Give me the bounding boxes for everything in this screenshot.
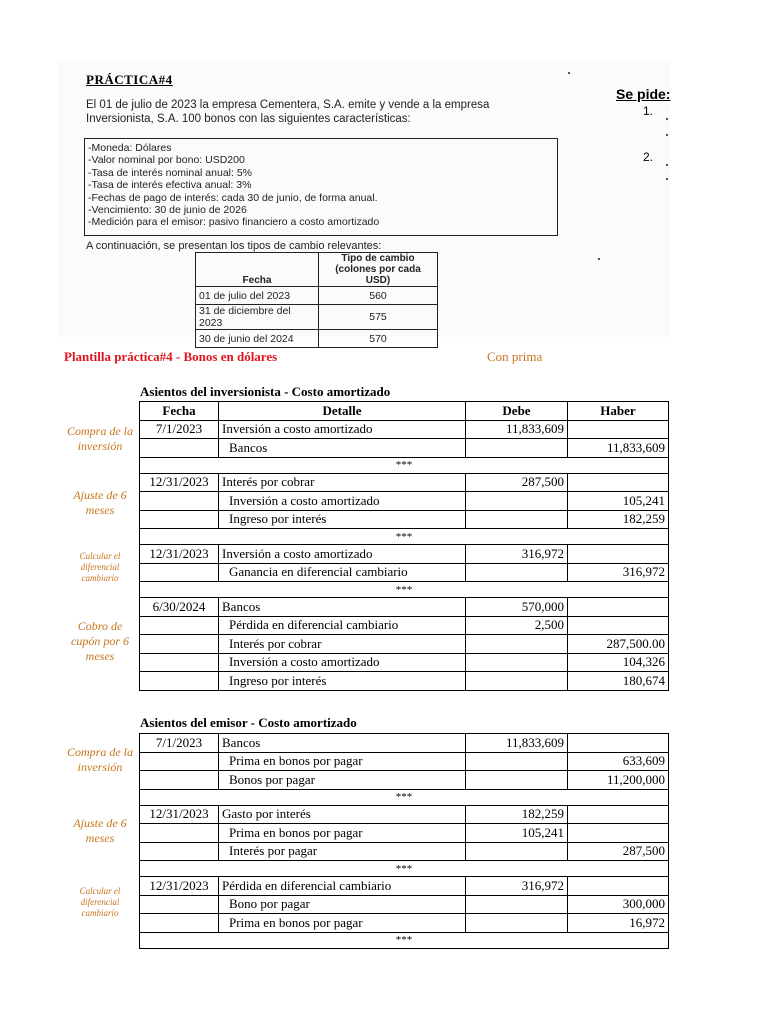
row-detail: Inversión a costo amortizado — [219, 492, 466, 511]
row-detail: Inversión a costo amortizado — [219, 545, 466, 564]
entry-separator-row — [140, 861, 669, 877]
spec-line: -Moneda: Dólares — [88, 142, 172, 154]
journal-row — [140, 616, 669, 635]
row-credit: 300,000 — [568, 895, 669, 914]
row-date — [140, 616, 219, 635]
row-detail: Ingreso por interés — [219, 672, 466, 691]
row-detail: Interés por cobrar — [219, 635, 466, 654]
row-date — [140, 672, 219, 691]
row-debit — [466, 672, 568, 691]
entry-separator-row — [140, 932, 669, 948]
row-detail: Prima en bonos por pagar — [219, 914, 466, 933]
row-credit — [568, 598, 669, 617]
journal-row — [140, 771, 669, 790]
row-debit: 11,833,609 — [466, 420, 568, 439]
fx-date: 01 de julio del 2023 — [196, 287, 319, 305]
entry-separator: *** — [140, 789, 669, 805]
issuer-section-title: Asientos del emisor - Costo amortizado — [140, 715, 357, 730]
row-credit — [568, 805, 669, 824]
row-detail: Inversión a costo amortizado — [219, 420, 466, 439]
row-date: 12/31/2023 — [140, 805, 219, 824]
row-credit — [568, 734, 669, 753]
continuation-text: A continuación, se presentan los tipos de cambio relevantes: — [86, 240, 382, 252]
row-debit — [466, 842, 568, 861]
spec-line: -Tasa de interés nominal anual: 5% — [88, 166, 253, 179]
journal-row — [140, 842, 669, 861]
row-debit — [466, 914, 568, 933]
row-credit — [568, 545, 669, 564]
row-detail: Prima en bonos por pagar — [219, 824, 466, 843]
row-date — [140, 771, 219, 790]
row-credit — [568, 420, 669, 439]
journal-row — [140, 877, 669, 896]
row-detail: Bonos por pagar — [219, 771, 466, 790]
entry-separator: *** — [140, 457, 669, 473]
entry-separator: *** — [140, 529, 669, 545]
row-debit — [466, 895, 568, 914]
row-detail: Bancos — [219, 439, 466, 458]
journal-row — [140, 492, 669, 511]
journal-row — [140, 635, 669, 654]
spec-line: -Fechas de pago de interés: cada 30 de junio, de forma anual. — [88, 191, 378, 204]
header-detail: Detalle — [219, 402, 466, 421]
journal-row — [140, 824, 669, 843]
row-detail: Inversión a costo amortizado — [219, 653, 466, 672]
journal-row — [140, 545, 669, 564]
spec-line: -Tasa de interés efectiva anual: 3% — [88, 179, 252, 192]
journal-row — [140, 895, 669, 914]
fx-header-rate: Tipo de cambio (colones por cada USD) — [319, 253, 438, 287]
entry-separator: *** — [140, 932, 669, 948]
row-debit: 287,500 — [466, 473, 568, 492]
entry-separator-row — [140, 529, 669, 545]
row-date — [140, 752, 219, 771]
row-credit: 633,609 — [568, 752, 669, 771]
header-debit: Debe — [466, 402, 568, 421]
fx-row — [196, 305, 438, 330]
question-1-number: 1. — [643, 104, 654, 118]
entry-separator: *** — [140, 861, 669, 877]
entry-separator-row — [140, 457, 669, 473]
scan-speck — [666, 164, 668, 166]
fx-rate: 560 — [319, 287, 438, 305]
header-date: Fecha — [140, 402, 219, 421]
row-detail: Prima en bonos por pagar — [219, 752, 466, 771]
row-debit: 182,259 — [466, 805, 568, 824]
row-credit — [568, 877, 669, 896]
journal-row — [140, 914, 669, 933]
row-date — [140, 492, 219, 511]
note-purchase: Compra de la inversión — [67, 745, 133, 774]
template-title: Plantilla práctica#4 - Bonos en dólares — [64, 349, 278, 364]
row-credit: 11,200,000 — [568, 771, 669, 790]
note-fx-difference: Calcular el diferencial cambiario — [79, 551, 121, 583]
row-credit: 182,259 — [568, 510, 669, 529]
fx-row — [196, 287, 438, 305]
journal-row — [140, 563, 669, 582]
row-detail: Interés por cobrar — [219, 473, 466, 492]
row-debit: 11,833,609 — [466, 734, 568, 753]
row-date — [140, 653, 219, 672]
premium-label: Con prima — [487, 349, 543, 364]
row-date — [140, 439, 219, 458]
row-credit — [568, 473, 669, 492]
row-debit — [466, 752, 568, 771]
journal-row — [140, 805, 669, 824]
row-date: 12/31/2023 — [140, 877, 219, 896]
note-fx-difference: Calcular el diferencial cambiario — [79, 886, 121, 918]
row-credit: 104,326 — [568, 653, 669, 672]
row-debit — [466, 635, 568, 654]
entry-separator-row — [140, 582, 669, 598]
row-debit — [466, 492, 568, 511]
row-credit — [568, 824, 669, 843]
row-date: 12/31/2023 — [140, 545, 219, 564]
row-date — [140, 510, 219, 529]
row-credit: 180,674 — [568, 672, 669, 691]
journal-row — [140, 752, 669, 771]
question-2-number: 2. — [643, 150, 654, 164]
journal-row — [140, 653, 669, 672]
scan-speck — [666, 134, 668, 136]
row-detail: Pérdida en diferencial cambiario — [219, 616, 466, 635]
row-date — [140, 895, 219, 914]
row-detail: Ganancia en diferencial cambiario — [219, 563, 466, 582]
journal-row — [140, 473, 669, 492]
note-coupon: Cobro de cupón por 6 meses — [71, 619, 129, 663]
row-detail: Bono por pagar — [219, 895, 466, 914]
investor-section-title: Asientos del inversionista - Costo amortizado — [140, 384, 391, 399]
practice-title: PRÁCTICA#4 — [86, 72, 173, 87]
row-debit — [466, 510, 568, 529]
fx-rate: 570 — [319, 330, 438, 348]
row-date: 12/31/2023 — [140, 473, 219, 492]
row-credit — [568, 616, 669, 635]
journal-row — [140, 734, 669, 753]
row-date — [140, 842, 219, 861]
scan-speck — [568, 72, 570, 74]
row-credit: 287,500 — [568, 842, 669, 861]
row-date: 7/1/2023 — [140, 734, 219, 753]
row-date — [140, 635, 219, 654]
row-credit: 316,972 — [568, 563, 669, 582]
entry-separator-row — [140, 789, 669, 805]
journal-row — [140, 510, 669, 529]
row-credit: 11,833,609 — [568, 439, 669, 458]
row-detail: Bancos — [219, 598, 466, 617]
row-debit: 570,000 — [466, 598, 568, 617]
row-date: 6/30/2024 — [140, 598, 219, 617]
row-debit — [466, 563, 568, 582]
fx-rate: 575 — [319, 305, 438, 330]
entry-separator: *** — [140, 582, 669, 598]
investor-journal-table — [139, 401, 669, 691]
row-credit: 287,500.00 — [568, 635, 669, 654]
row-credit: 16,972 — [568, 914, 669, 933]
se-pide-heading: Se pide: — [616, 86, 671, 102]
row-date — [140, 563, 219, 582]
issuer-journal-table — [139, 733, 669, 949]
journal-row — [140, 420, 669, 439]
note-purchase: Compra de la inversión — [67, 424, 133, 453]
fx-date: 31 de diciembre del 2023 — [196, 305, 319, 330]
row-debit — [466, 653, 568, 672]
scan-speck — [666, 178, 668, 180]
fx-header-date: Fecha — [196, 253, 319, 287]
spec-line: -Valor nominal por bono: USD200 — [88, 154, 245, 167]
scan-speck — [598, 258, 600, 260]
note-adjustment: Ajuste de 6 meses — [73, 488, 127, 517]
journal-row — [140, 598, 669, 617]
journal-row — [140, 672, 669, 691]
row-credit: 105,241 — [568, 492, 669, 511]
header-credit: Haber — [568, 402, 669, 421]
fx-table — [195, 252, 438, 348]
row-detail: Bancos — [219, 734, 466, 753]
spec-line: -Vencimiento: 30 de junio de 2026 — [88, 204, 247, 217]
row-detail: Pérdida en diferencial cambiario — [219, 877, 466, 896]
spec-box — [84, 138, 558, 236]
practice-intro: El 01 de julio de 2023 la empresa Cementera, S.A. emite y vende a la empresa Inversionista, S.A. 100 bonos con las siguientes características: — [86, 99, 490, 125]
row-debit — [466, 771, 568, 790]
row-date: 7/1/2023 — [140, 420, 219, 439]
fx-row — [196, 330, 438, 348]
row-debit — [466, 439, 568, 458]
fx-date: 30 de junio del 2024 — [196, 330, 319, 348]
row-detail: Gasto por interés — [219, 805, 466, 824]
row-debit: 316,972 — [466, 545, 568, 564]
note-adjustment: Ajuste de 6 meses — [73, 816, 127, 845]
row-date — [140, 914, 219, 933]
row-date — [140, 824, 219, 843]
journal-row — [140, 439, 669, 458]
row-debit: 105,241 — [466, 824, 568, 843]
row-detail: Ingreso por interés — [219, 510, 466, 529]
row-detail: Interés por pagar — [219, 842, 466, 861]
spec-line: -Medición para el emisor: pasivo financiero a costo amortizado — [88, 216, 380, 229]
scan-speck — [666, 118, 668, 120]
row-debit: 2,500 — [466, 616, 568, 635]
row-debit: 316,972 — [466, 877, 568, 896]
